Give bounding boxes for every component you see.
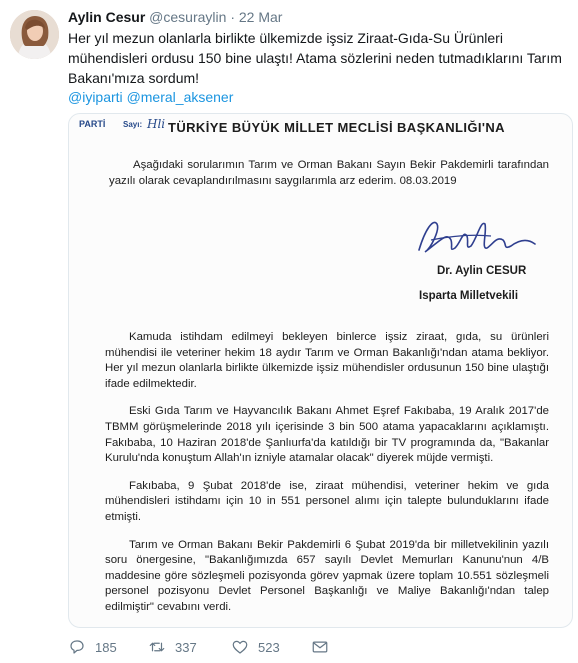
direct-message-button[interactable] [311,638,329,656]
document-body [105,330,549,616]
mention-iyiparti[interactable]: @iyiparti [68,89,123,105]
reply-button[interactable] [68,638,148,656]
avatar-image [10,10,59,59]
signer-role: Isparta Milletvekili [419,290,519,302]
document-intro [109,158,549,189]
document-title: TÜRKİYE BÜYÜK MİLLET MECLİSİ BAŞKANLIĞI'NA [168,120,505,135]
tweet-text-line: Bakanı'mıza sordum! [68,70,200,86]
body-paragraph: Eski Gıda Tarım ve Hayvancılık Bakanı Ahmet Eşref Fakıbaba, 19 Aralık 2017'de TBMM görüşmelerinde 2018 yılı içerisinde 3 bin 500 atama yapacaklarını açıklamıştı. Fakıbaba, 10 Haziran 2018'de Şanlıurfa'da katıldığı bir TV programında da, "Bakanlar Kurulu'nda konuştum Allah'ın izniyle atamalar olacak" diyerek müjde vermişti. [105,405,549,465]
reply-icon [68,638,86,656]
avatar[interactable] [10,10,59,59]
display-name[interactable]: Aylin Cesur [68,9,146,25]
handle[interactable]: @cesuraylin [149,9,227,25]
retweet-icon [148,638,166,656]
stamp-handwriting: Hli [147,117,166,131]
like-count: 523 [258,639,280,655]
signer-name: Dr. Aylin CESUR [437,265,527,277]
tweet-text-line: Her yıl mezun olanlarla birlikte ülkemizde işsiz Ziraat-Gıda-Su Ürünleri [68,30,503,46]
mentions [68,89,233,105]
tweet-text-line: mühendisleri ordusu 150 bine ulaştı! Atama sözlerini neden tutmadıklarını Tarım [68,50,562,66]
retweet-count: 337 [175,639,197,655]
separator: · [230,9,235,25]
retweet-button[interactable] [148,638,231,656]
tweet-actions [68,636,329,658]
stamp-number-label: Sayı: [123,120,143,129]
stamp-party: PARTİ [79,119,106,129]
body-paragraph: Tarım ve Orman Bakanı Bekir Pakdemirli 6 Şubat 2019'da bir milletvekilinin yazılı soru önergesine, "Bakanlığımızda 657 sayılı Devlet Memurları Kanunu'nun 4/B maddesine göre sözleşmeli pozisyonda görev yapmak üzere toplam 10.551 sözleşmeli personel pozisyonu Devlet Personel Başkanlığı ve Maliye Bakanlığı'ndan talep edilmiştir" cevabını verdi. [105,538,549,613]
tweet-header [68,9,282,25]
body-paragraph: Fakıbaba, 9 Şubat 2018'de ise, ziraat mühendisi, veteriner hekim ve gıda mühendisleri istihdamı için 10 in 551 personel alımı için talepte bulunduklarını ifade etmişti. [105,479,549,523]
mention-meral-aksener[interactable]: @meral_aksener [126,89,234,105]
dm-icon [311,638,329,656]
like-icon [231,638,249,656]
reply-count: 185 [95,639,117,655]
like-button[interactable] [231,638,311,656]
intro-paragraph: Aşağıdaki sorularımın Tarım ve Orman Bakanı Sayın Bekir Pakdemirli tarafından yazılı olarak cevaplandırılmasını saygılarımla arz ederim. 08.03.2019 [109,159,549,187]
tweet-date[interactable]: 22 Mar [238,9,283,25]
attached-document-image[interactable] [68,113,573,628]
document [69,114,572,627]
tweet-text [68,28,566,88]
signature-image [411,210,561,265]
body-paragraph: Kamuda istihdam edilmeyi bekleyen binlerce işsiz ziraat, gıda, su ürünleri mühendisi ile veteriner hekim 18 aydır Tarım ve Orman Bakanlığı'ndan atama bekliyor. Her yıl mezun olanlarla birlikte ülkemizde işsiz mühendisler ordusunun 150 bine ulaştığı ifade edilmektedir. [105,331,549,390]
